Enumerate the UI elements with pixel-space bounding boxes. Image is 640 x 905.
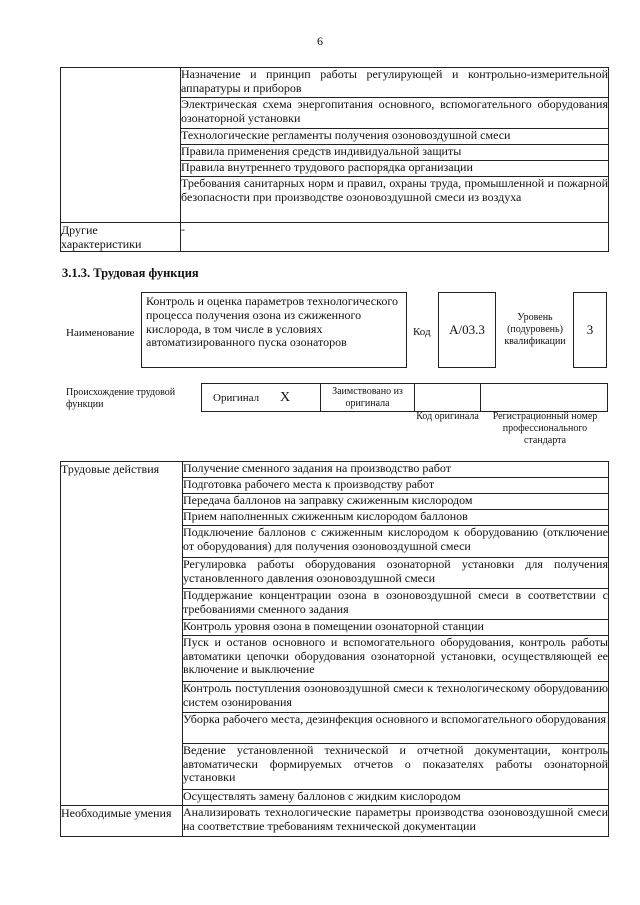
origin-original-box: [201, 383, 321, 412]
code-label: Код: [413, 326, 431, 338]
naming-value: Контроль и оценка параметров технологического процесса получения озона из сжиженного кислорода, в том числе в условиях автоматизированного пуска озонаторов: [146, 294, 398, 350]
naming-label: Наименование: [66, 327, 135, 339]
knowledge-table: [60, 67, 609, 252]
reg-number-caption: Регистрационный номер профессионального стандарта: [492, 411, 598, 446]
level-label: Уровень (подуровень) квалификации: [504, 312, 566, 347]
labor-action-row: Прием наполненных сжиженным кислородом баллонов: [183, 510, 609, 526]
code-original-caption: Код оригинала: [416, 411, 479, 422]
naming-box: [141, 292, 407, 368]
original-label: Оригинал: [213, 392, 260, 404]
labor-action-row: Осуществлять замену баллонов с жидким кислородом: [183, 790, 609, 806]
labor-action-row: Регулировка работы оборудования озонаторной установки для получения установленного давления озоновоздушной смеси: [183, 558, 609, 589]
labor-actions-table: [60, 461, 609, 837]
origin-reg-box: [480, 383, 608, 412]
knowledge-row: Электрическая схема энергопитания основного, вспомогательного оборудования озонаторной установки: [181, 98, 609, 129]
labor-action-row: Ведение установленной технической и отчетной документации, контроль автоматически формируемых отчетов о показателях работы озонаторной установки: [183, 744, 609, 790]
labor-action-row: Передача баллонов на заправку сжиженным кислородом: [183, 494, 609, 510]
knowledge-left-cell: [61, 68, 181, 223]
knowledge-row: Правила применения средств индивидуальной защиты: [181, 145, 609, 161]
skill-row: Анализировать технологические параметры производства озоновоздушной смеси на соответствие требованиям технической документации: [183, 806, 609, 837]
labor-action-row: Контроль уровня озона в помещении озонаторной станции: [183, 620, 609, 636]
labor-action-row: Контроль поступления озоновоздушной смеси к технологическому оборудованию систем озонирования: [183, 682, 609, 713]
borrowed-label: Заимствовано из оригинала: [320, 383, 415, 412]
knowledge-row: Правила внутреннего трудового распорядка организации: [181, 161, 609, 177]
origin-code-box: [414, 383, 481, 412]
skills-label: Необходимые умения: [61, 806, 183, 837]
labor-action-row: Поддержание концентрации озона в озоновоздушной смеси в соответствии с требованиями сменного задания: [183, 589, 609, 620]
origin-label: Происхождение трудовой функции: [66, 387, 176, 410]
page-number: 6: [317, 34, 323, 48]
labor-action-row: Пуск и останов основного и вспомогательного оборудования, контроль работы автоматики цепочки оборудования озонаторной установки, осуществляющей ее включение и выключение: [183, 636, 609, 682]
section-title: 3.1.3. Трудовая функция: [62, 266, 199, 280]
labor-action-row: Получение сменного задания на производство работ: [183, 462, 609, 478]
labor-action-row: Подключение баллонов с сжиженным кислородом к оборудованию (отключение от оборудования) для получения озоновоздушной смеси: [183, 526, 609, 558]
labor-actions-label: Трудовые действия: [61, 462, 183, 806]
other-characteristics-value: -: [181, 223, 609, 252]
code-value: А/03.3: [438, 292, 496, 368]
labor-action-row: Подготовка рабочего места к производству работ: [183, 478, 609, 494]
other-characteristics-label: Другие характеристики: [61, 223, 181, 252]
labor-action-row: Уборка рабочего места, дезинфекция основного и вспомогательного оборудования: [183, 713, 609, 744]
knowledge-row: Технологические регламенты получения озоновоздушной смеси: [181, 129, 609, 145]
level-value: 3: [573, 292, 607, 368]
knowledge-row: Назначение и принцип работы регулирующей и контрольно-измерительной аппаратуры и приборов: [181, 68, 609, 98]
knowledge-row: Требования санитарных норм и правил, охраны труда, промышленной и пожарной безопасности при производстве озоновоздушной смеси из воздуха: [181, 177, 609, 223]
original-mark: X: [280, 390, 291, 405]
